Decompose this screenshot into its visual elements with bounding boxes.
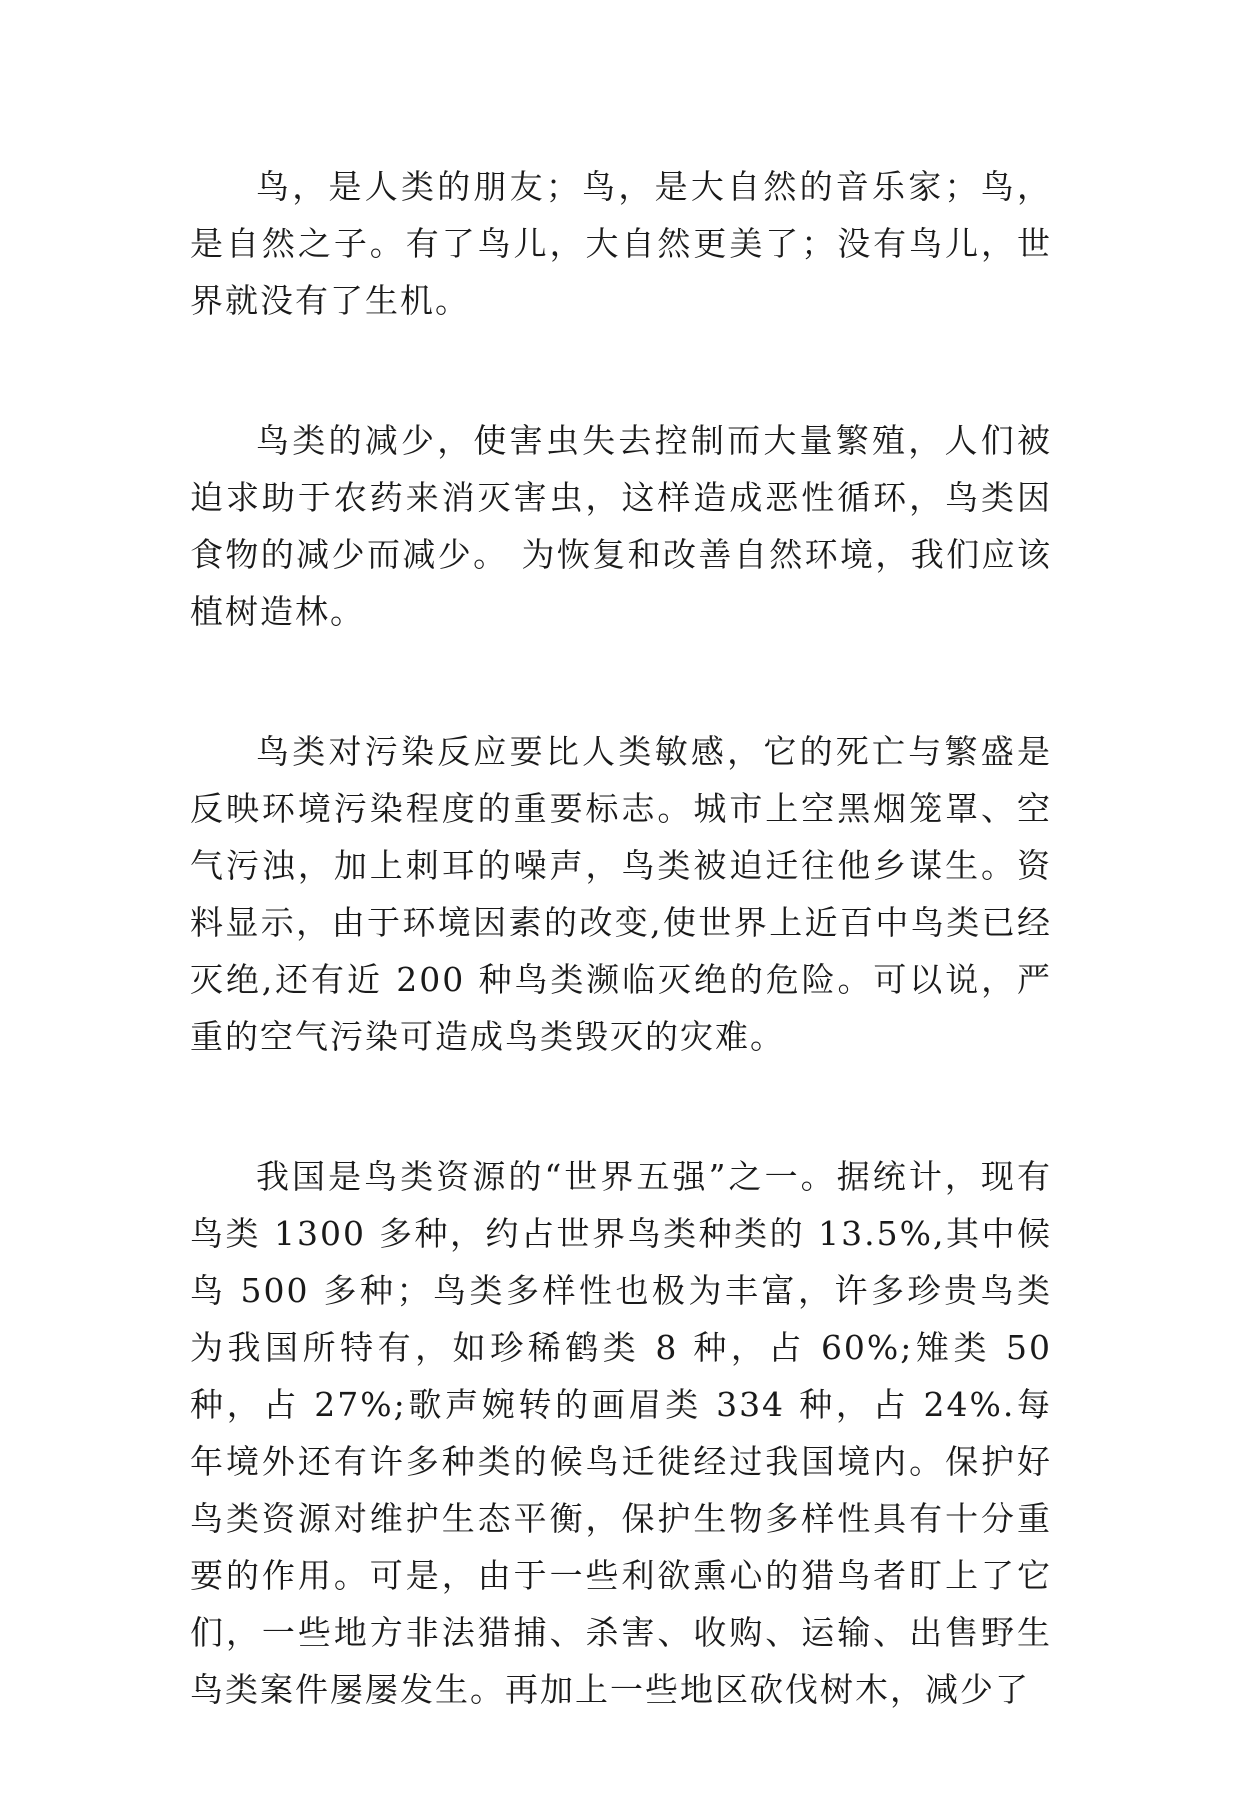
document-body (190, 158, 1052, 1801)
paragraph: 鸟类的减少，使害虫失去控制而大量繁殖，人们被迫求助于农药来消灭害虫，这样造成恶性循环，鸟类因食物的减少而减少。 为恢复和改善自然环境，我们应该植树造林。 (190, 421, 1052, 631)
paragraph: 鸟，是人类的朋友；鸟，是大自然的音乐家；鸟，是自然之子。有了鸟儿，大自然更美了；没有鸟儿，世界就没有了生机。 (190, 167, 1052, 320)
paragraph: 我国是鸟类资源的“世界五强”之一。据统计，现有鸟类 1300 多种，约占世界鸟类种类的 13.5%,其中候鸟 500 多种；鸟类多样性也极为丰富，许多珍贵鸟类为我国所特有，如珍稀鹤类 8 种，占 60%;雉类 50 种，占 27%;歌声婉转的画眉类 334 种，占 24%.每年境外还有许多种类的候鸟迁徙经过我国境内。保护好鸟类资源对维护生态平衡，保护生物多样性具有十分重要的作用。可是，由于一些利欲熏心的猎鸟者盯上了它们，一些地方非法猎捕、杀害、收购、运输、出售野生鸟类案件屡屡发生。再加上一些地区砍伐树木，减少了 (190, 1157, 1052, 1709)
paragraph: 鸟类对污染反应要比人类敏感，它的死亡与繁盛是反映环境污染程度的重要标志。城市上空黑烟笼罩、空气污浊，加上刺耳的噪声，鸟类被迫迁往他乡谋生。资料显示，由于环境因素的改变,使世界上近百中鸟类已经灭绝,还有近 200 种鸟类濒临灭绝的危险。可以说，严重的空气污染可造成鸟类毁灭的灾难。 (190, 732, 1052, 1056)
